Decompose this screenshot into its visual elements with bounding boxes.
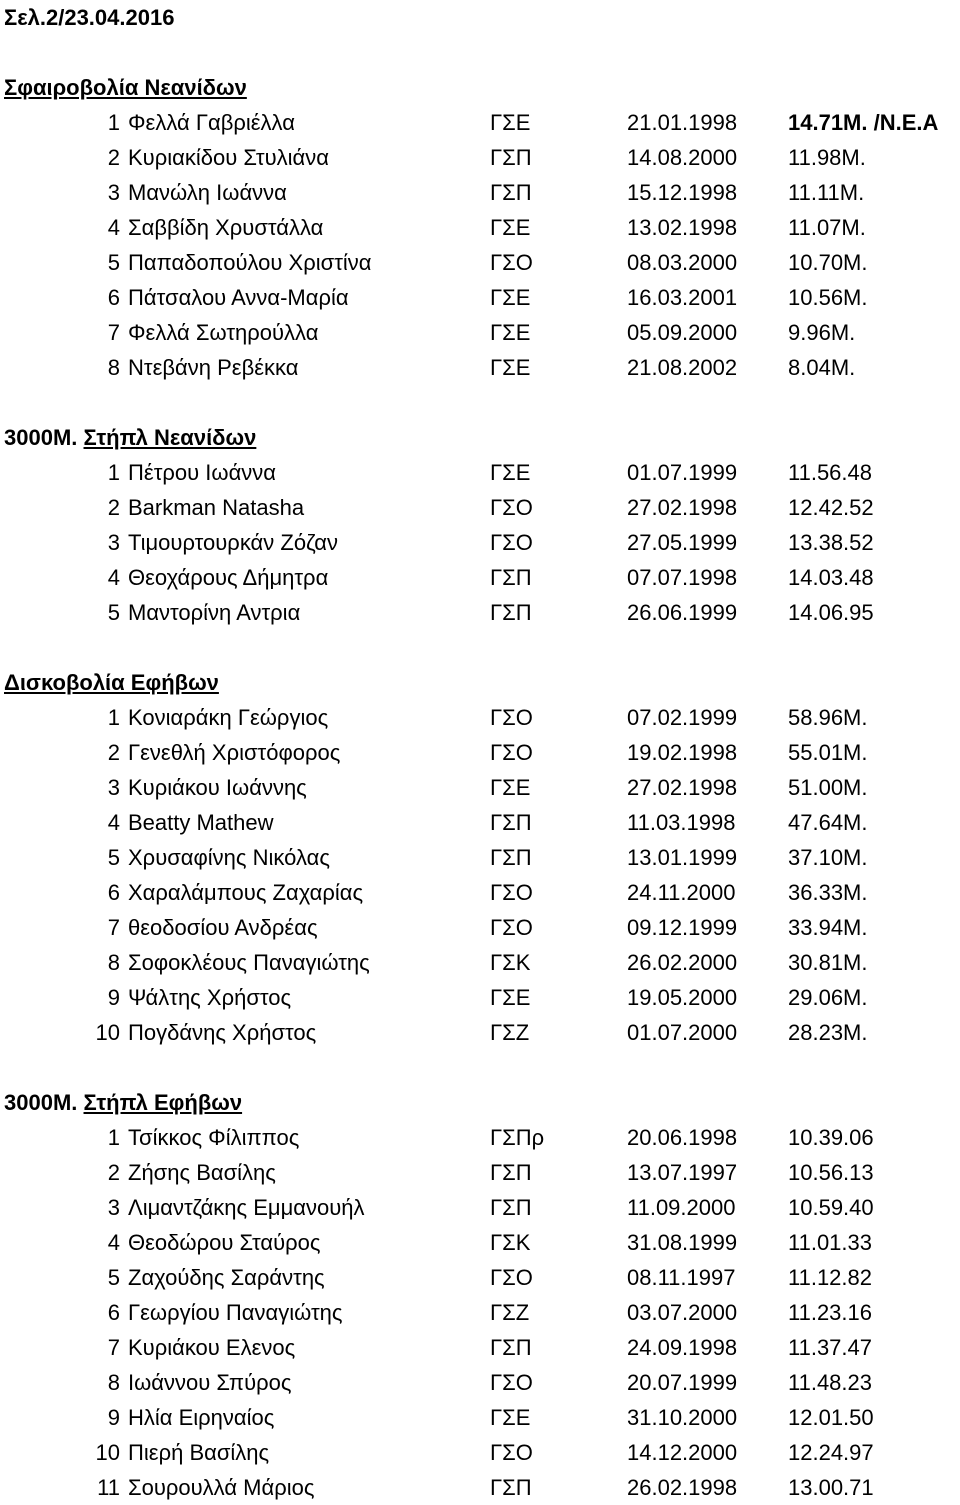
result-row (0, 1155, 960, 1190)
section-heading (4, 420, 256, 455)
result-mark: 28.23Μ. (788, 1020, 868, 1045)
result-rank: 2 (107, 740, 120, 765)
athlete-name: Μανώλη Ιωάννα (128, 180, 287, 205)
result-mark: 9.96Μ. (788, 320, 856, 345)
result-mark: 58.96Μ. (788, 705, 868, 730)
result-mark: 10.56Μ. (788, 285, 868, 310)
athlete-name: Σοφοκλέους Παναγιώτης (128, 950, 370, 975)
result-row (0, 560, 960, 595)
athlete-birthdate: 08.11.1997 (627, 1265, 736, 1290)
section-heading (4, 1085, 242, 1120)
result-rank: 5 (107, 1265, 120, 1290)
result-mark: 13.38.52 (788, 530, 874, 555)
athlete-name: Κυριάκου Ιωάννης (128, 775, 307, 800)
athlete-name: Θεοδώρου Σταύρος (128, 1230, 321, 1255)
result-mark: 11.98Μ. (788, 145, 866, 170)
athlete-club: ΓΣΟ (490, 1265, 533, 1290)
result-mark: 30.81Μ. (788, 950, 868, 975)
athlete-birthdate: 26.02.2000 (627, 950, 738, 975)
athlete-club: ΓΣΖ (490, 1300, 530, 1325)
athlete-birthdate: 24.09.1998 (627, 1335, 738, 1360)
athlete-birthdate: 26.02.1998 (627, 1475, 738, 1500)
athlete-name: Χαραλάμπους Ζαχαρίας (128, 880, 364, 905)
result-row (0, 735, 960, 770)
athlete-name: Τιμουρτουρκάν Ζόζαν (128, 530, 338, 555)
athlete-name: Μαντορίνη Αντρια (128, 600, 301, 625)
athlete-birthdate: 09.12.1999 (627, 915, 738, 940)
result-row (0, 1330, 960, 1365)
athlete-club: ΓΣΕ (490, 460, 531, 485)
result-mark: 10.70Μ. (788, 250, 868, 275)
result-rank: 4 (107, 810, 120, 835)
result-rank: 1 (107, 460, 120, 485)
result-row (0, 315, 960, 350)
result-rank: 1 (107, 110, 120, 135)
athlete-birthdate: 20.06.1998 (627, 1125, 738, 1150)
athlete-birthdate: 21.01.1998 (627, 110, 738, 135)
result-row (0, 805, 960, 840)
result-mark: 14.71Μ. /Ν.Ε.Α (788, 110, 939, 135)
athlete-club: ΓΣΟ (490, 495, 533, 520)
result-row (0, 1120, 960, 1155)
athlete-birthdate: 27.05.1999 (627, 530, 738, 555)
athlete-birthdate: 20.07.1999 (627, 1370, 738, 1395)
athlete-birthdate: 08.03.2000 (627, 250, 738, 275)
athlete-club: ΓΣΠ (490, 600, 532, 625)
result-rank: 4 (107, 1230, 120, 1255)
athlete-birthdate: 27.02.1998 (627, 775, 738, 800)
athlete-club: ΓΣΕ (490, 110, 531, 135)
athlete-name: Ηλία Ειρηναίος (128, 1405, 275, 1430)
athlete-name: Κυριακίδου Στυλιάνα (128, 145, 329, 170)
page-header-line (0, 0, 960, 35)
result-mark: 11.56.48 (788, 460, 873, 485)
section-heading-prefix: 3000Μ. (4, 1090, 78, 1115)
result-rank: 8 (107, 355, 120, 380)
athlete-club: ΓΣΚ (490, 950, 531, 975)
result-mark: 11.37.47 (788, 1335, 873, 1360)
result-row (0, 350, 960, 385)
athlete-birthdate: 11.03.1998 (627, 810, 736, 835)
athlete-birthdate: 24.11.2000 (627, 880, 736, 905)
result-rank: 3 (107, 180, 120, 205)
result-row (0, 1190, 960, 1225)
athlete-club: ΓΣΠ (490, 845, 532, 870)
result-mark: 11.07Μ. (788, 215, 866, 240)
athlete-club: ΓΣΟ (490, 1440, 533, 1465)
result-rank: 2 (107, 145, 120, 170)
result-row (0, 105, 960, 140)
result-row (0, 595, 960, 630)
result-row (0, 1365, 960, 1400)
athlete-name: Κυριάκου Ελενος (128, 1335, 296, 1360)
result-rank: 8 (107, 950, 120, 975)
athlete-name: θεοδοσίου Ανδρέας (128, 915, 318, 940)
athlete-birthdate: 13.07.1997 (627, 1160, 738, 1185)
athlete-name: Ζαχούδης Σαράντης (128, 1265, 325, 1290)
athlete-name: Ντεβάνη Ρεβέκκα (128, 355, 299, 380)
athlete-club: ΓΣΕ (490, 355, 531, 380)
result-row (0, 490, 960, 525)
athlete-birthdate: 21.08.2002 (627, 355, 738, 380)
athlete-name: Πέτρου Ιωάννα (128, 460, 277, 485)
athlete-birthdate: 14.08.2000 (627, 145, 738, 170)
athlete-birthdate: 15.12.1998 (627, 180, 738, 205)
athlete-club: ΓΣΟ (490, 705, 533, 730)
section-heading-prefix: 3000Μ. (4, 425, 78, 450)
result-mark: 12.24.97 (788, 1440, 874, 1465)
result-mark: 8.04Μ. (788, 355, 856, 380)
athlete-birthdate: 31.08.1999 (627, 1230, 738, 1255)
result-rank: 11 (97, 1475, 120, 1500)
athlete-club: ΓΣΚ (490, 1230, 531, 1255)
result-row (0, 1435, 960, 1470)
result-mark: 11.48.23 (788, 1370, 873, 1395)
result-rank: 3 (107, 530, 120, 555)
athlete-club: ΓΣΕ (490, 775, 531, 800)
result-rank: 7 (107, 915, 120, 940)
athlete-birthdate: 26.06.1999 (627, 600, 738, 625)
result-mark: 11.01.33 (788, 1230, 873, 1255)
result-row (0, 770, 960, 805)
result-rank: 2 (107, 495, 120, 520)
result-mark: 10.59.40 (788, 1195, 874, 1220)
result-mark: 37.10Μ. (788, 845, 868, 870)
athlete-birthdate: 27.02.1998 (627, 495, 738, 520)
result-row (0, 980, 960, 1015)
page-header: Σελ.2/23.04.2016 (4, 5, 175, 30)
result-mark: 12.42.52 (788, 495, 874, 520)
athlete-club: ΓΣΠ (490, 145, 532, 170)
result-rank: 6 (107, 880, 120, 905)
athlete-birthdate: 13.02.1998 (627, 215, 738, 240)
athlete-birthdate: 14.12.2000 (627, 1440, 738, 1465)
result-row (0, 1400, 960, 1435)
athlete-club: ΓΣΟ (490, 250, 533, 275)
result-rank: 10 (95, 1020, 120, 1045)
athlete-club: ΓΣΠ (490, 180, 532, 205)
result-row (0, 1260, 960, 1295)
athlete-club: ΓΣΠ (490, 1335, 532, 1360)
result-mark: 11.12.82 (788, 1265, 873, 1290)
result-rank: 5 (107, 600, 120, 625)
result-row (0, 700, 960, 735)
result-mark: 14.06.95 (788, 600, 874, 625)
section-heading-line (0, 70, 960, 105)
athlete-birthdate: 13.01.1999 (627, 845, 738, 870)
result-mark: 51.00Μ. (788, 775, 868, 800)
athlete-birthdate: 19.02.1998 (627, 740, 738, 765)
result-rank: 7 (107, 320, 120, 345)
athlete-name: Γεωργίου Παναγιώτης (128, 1300, 343, 1325)
athlete-name: Πιερή Βασίλης (128, 1440, 270, 1465)
section-heading-title: Δισκοβολία Εφήβων (4, 670, 219, 695)
result-rank: 5 (107, 250, 120, 275)
athlete-name: Barkman Natasha (128, 495, 305, 520)
result-rank: 4 (107, 565, 120, 590)
section-heading-line (0, 665, 960, 700)
result-mark: 10.56.13 (788, 1160, 874, 1185)
athlete-birthdate: 31.10.2000 (627, 1405, 738, 1430)
athlete-name: Γενεθλή Χριστόφορος (128, 740, 341, 765)
athlete-club: ΓΣΟ (490, 880, 533, 905)
athlete-birthdate: 11.09.2000 (627, 1195, 736, 1220)
section-heading (4, 70, 247, 105)
result-rank: 4 (107, 215, 120, 240)
section-heading-title: Σφαιροβολία Νεανίδων (4, 75, 247, 100)
athlete-name: Κονιαράκη Γεώργιος (128, 705, 329, 730)
result-mark: 33.94Μ. (788, 915, 868, 940)
result-mark: 14.03.48 (788, 565, 874, 590)
result-rank: 7 (107, 1335, 120, 1360)
result-row (0, 245, 960, 280)
result-rank: 3 (107, 775, 120, 800)
athlete-birthdate: 03.07.2000 (627, 1300, 738, 1325)
athlete-name: Πάτσαλου Αννα-Μαρία (128, 285, 349, 310)
athlete-club: ΓΣΕ (490, 320, 531, 345)
athlete-club: ΓΣΟ (490, 1370, 533, 1395)
athlete-club: ΓΣΟ (490, 530, 533, 555)
result-rank: 6 (107, 1300, 120, 1325)
athlete-birthdate: 07.07.1998 (627, 565, 738, 590)
result-rank: 3 (107, 1195, 120, 1220)
athlete-club: ΓΣΠ (490, 1160, 532, 1185)
athlete-birthdate: 19.05.2000 (627, 985, 738, 1010)
result-rank: 5 (107, 845, 120, 870)
result-row (0, 175, 960, 210)
athlete-name: Λιμαντζάκης Εμμανουήλ (128, 1195, 365, 1220)
result-row (0, 945, 960, 980)
result-row (0, 525, 960, 560)
result-mark: 13.00.71 (788, 1475, 874, 1500)
athlete-name: Πογδάνης Χρήστος (128, 1020, 317, 1045)
athlete-club: ΓΣΠ (490, 1475, 532, 1500)
result-mark: 36.33Μ. (788, 880, 868, 905)
athlete-name: Θεοχάρους Δήμητρα (128, 565, 329, 590)
athlete-birthdate: 01.07.2000 (627, 1020, 738, 1045)
result-mark: 12.01.50 (788, 1405, 874, 1430)
result-row (0, 1470, 960, 1505)
section-heading-title: Στήπλ Νεανίδων (83, 425, 257, 450)
athlete-name: Φελλά Γαβριέλλα (128, 110, 295, 135)
result-rank: 1 (107, 705, 120, 730)
result-rank: 6 (107, 285, 120, 310)
athlete-club: ΓΣΠ (490, 1195, 532, 1220)
result-row (0, 1015, 960, 1050)
athlete-name: Παπαδοπούλου Χριστίνα (128, 250, 372, 275)
result-rank: 8 (107, 1370, 120, 1395)
athlete-club: ΓΣΕ (490, 1405, 531, 1430)
athlete-name: Ζήσης Βασίλης (128, 1160, 276, 1185)
athlete-club: ΓΣΟ (490, 915, 533, 940)
athlete-name: Beatty Mathew (128, 810, 274, 835)
result-row (0, 910, 960, 945)
athlete-name: Ιωάννου Σπύρος (128, 1370, 292, 1395)
result-rank: 9 (107, 985, 120, 1010)
athlete-club: ΓΣΠρ (490, 1125, 545, 1150)
section-heading-line (0, 420, 960, 455)
athlete-birthdate: 16.03.2001 (627, 285, 738, 310)
section-heading-line (0, 1085, 960, 1120)
result-rank: 2 (107, 1160, 120, 1185)
athlete-club: ΓΣΠ (490, 810, 532, 835)
athlete-name: Ψάλτης Χρήστος (128, 985, 292, 1010)
result-mark: 11.23.16 (788, 1300, 873, 1325)
result-rank: 10 (95, 1440, 120, 1465)
result-row (0, 875, 960, 910)
result-mark: 55.01Μ. (788, 740, 868, 765)
section-heading (4, 665, 219, 700)
athlete-name: Χρυσαφίνης Νικόλας (128, 845, 330, 870)
result-row (0, 840, 960, 875)
athlete-club: ΓΣΕ (490, 285, 531, 310)
athlete-birthdate: 05.09.2000 (627, 320, 738, 345)
result-mark: 47.64Μ. (788, 810, 868, 835)
result-rank: 1 (107, 1125, 120, 1150)
result-row (0, 140, 960, 175)
athlete-birthdate: 01.07.1999 (627, 460, 738, 485)
athlete-birthdate: 07.02.1999 (627, 705, 738, 730)
result-row (0, 210, 960, 245)
athlete-club: ΓΣΟ (490, 740, 533, 765)
result-row (0, 280, 960, 315)
result-row (0, 455, 960, 490)
result-mark: 11.11Μ. (788, 180, 865, 205)
athlete-name: Σουρουλλά Μάριος (128, 1475, 315, 1500)
athlete-name: Φελλά Σωτηρούλλα (128, 320, 319, 345)
result-mark: 10.39.06 (788, 1125, 874, 1150)
athlete-name: Τσίκκος Φίλιππος (128, 1125, 300, 1150)
athlete-name: Σαββίδη Χρυστάλλα (128, 215, 324, 240)
result-row (0, 1225, 960, 1260)
athlete-club: ΓΣΕ (490, 215, 531, 240)
result-mark: 29.06Μ. (788, 985, 868, 1010)
result-rank: 9 (107, 1405, 120, 1430)
result-row (0, 1295, 960, 1330)
athlete-club: ΓΣΕ (490, 985, 531, 1010)
athlete-club: ΓΣΠ (490, 565, 532, 590)
section-heading-title: Στήπλ Εφήβων (83, 1090, 243, 1115)
athlete-club: ΓΣΖ (490, 1020, 530, 1045)
